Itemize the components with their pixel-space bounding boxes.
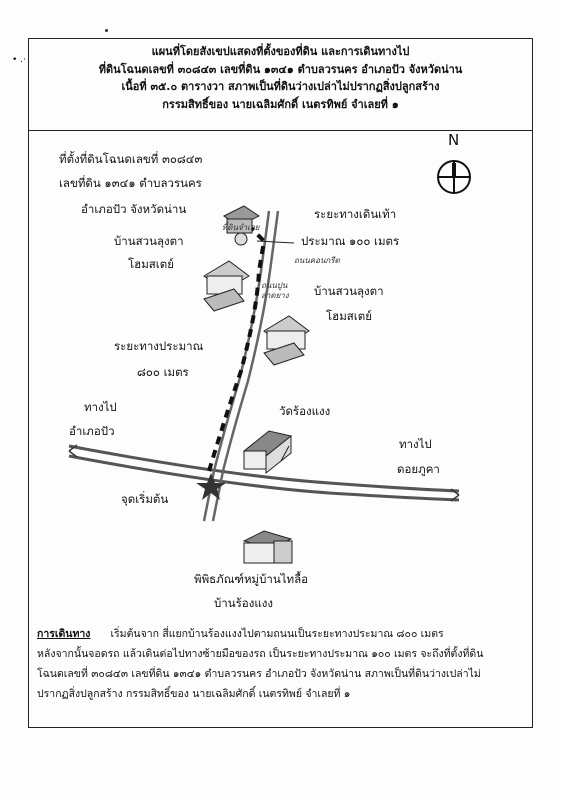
- travel-description: [37, 624, 527, 704]
- museum-label-1: พิพิธภัณฑ์หมู่บ้านไทลื้อ: [194, 572, 309, 586]
- scan-mark: • .·: [12, 55, 26, 65]
- museum-label-2: บ้านร้องแงง: [214, 596, 273, 610]
- header-area: เนื้อที่ ๓๕.๐ ตารางวา สภาพเป็นที่ดินว่างเปล่าไม่ปรากฏสิ่งปลูกสร้าง: [121, 80, 440, 93]
- land-location-label-1: ที่ตั้งที่ดินโฉนดเลขที่ ๓๐๘๔๓: [59, 152, 203, 166]
- description-line-4: ปรากฏสิ่งปลูกสร้าง กรรมสิทธิ์ของ นายเฉลิมศักดิ์ เนตรทิพย์ จำเลยที่ ๑: [37, 688, 351, 700]
- homestay-1-label-1: บ้านสวนลุงตา: [114, 234, 184, 248]
- scan-speck: [105, 29, 108, 32]
- description-line-1: [37, 624, 527, 644]
- walk-distance-label-1: ระยะทางเดินเท้า: [314, 207, 397, 221]
- walk-leader-line: [257, 241, 294, 243]
- homestay-2-icon: [264, 316, 309, 365]
- header-deed: ที่ดินโฉนดเลขที่ ๓๐๘๔๓ เลขที่ดิน ๑๓๔๑ ตำบลวรนคร อำเภอปัว จังหวัดน่าน: [98, 62, 463, 76]
- document-header: [29, 39, 532, 131]
- road-distance-label-2: ๘๐๐ เมตร: [137, 365, 189, 379]
- temple-icon: [244, 431, 291, 473]
- map-area: [29, 131, 532, 611]
- description-text-1: เริ่มต้นจาก สี่แยกบ้านร้องแงงไปตามถนนเป็นระยะทางประมาณ ๘๐๐ เมตร: [110, 628, 444, 640]
- description-heading: การเดินทาง: [37, 628, 91, 640]
- to-doi-phukha-label-2: ดอยภูคา: [397, 462, 440, 476]
- walk-distance-label-2: ประมาณ ๑๐๐ เมตร: [301, 234, 400, 248]
- description-line-3: โฉนดเลขที่ ๓๐๘๔๓ เลขที่ดิน ๑๓๔๑ ตำบลวรนคร อำเภอปัว จังหวัดน่าน สภาพเป็นที่ดินว่างเปล่าไม่: [37, 668, 481, 680]
- document-frame: [28, 38, 533, 728]
- homestay-1-label-2: โฮมสเตย์: [128, 257, 174, 271]
- description-line-2: หลังจากนั้นจอดรถ แล้วเดินต่อไปทางซ้ายมือของรถ เป็นระยะทางประมาณ ๑๐๐ เมตร จะถึงที่ตั้งที่ดิน: [37, 648, 484, 660]
- start-point-label: จุดเริ่มต้น: [121, 492, 169, 506]
- handwritten-note-2: ถนนคอนกรีต: [294, 256, 340, 265]
- temple-label: วัดร้องแงง: [279, 404, 331, 418]
- land-location-label-3: อำเภอปัว จังหวัดน่าน: [81, 202, 187, 216]
- to-pua-label-1: ทางไป: [84, 400, 117, 414]
- land-location-label-2: เลขที่ดิน ๑๓๔๑ ตำบลวรนคร: [59, 176, 202, 190]
- to-pua-label-2: อำเภอปัว: [69, 424, 115, 438]
- museum-icon: [244, 531, 292, 563]
- handwritten-note-1: ที่ดินจำเลย: [222, 223, 260, 232]
- header-owner: กรรมสิทธิ์ของ นายเฉลิมศักดิ์ เนตรทิพย์ จำเลยที่ ๑: [162, 97, 399, 111]
- homestay-1-icon: [204, 261, 249, 311]
- handwritten-note-3: ถนนปูน ลาดยาง: [261, 281, 289, 300]
- homestay-2-label-2: โฮมสเตย์: [326, 309, 372, 323]
- homestay-2-label-1: บ้านสวนลุงตา: [314, 284, 384, 298]
- compass-north-label: N: [448, 131, 460, 149]
- header-title: แผนที่โดยสังเขปแสดงที่ตั้งของที่ดิน และการเดินทางไป: [151, 45, 410, 58]
- road-distance-label-1: ระยะทางประมาณ: [114, 339, 204, 353]
- to-doi-phukha-label-1: ทางไป: [399, 437, 432, 451]
